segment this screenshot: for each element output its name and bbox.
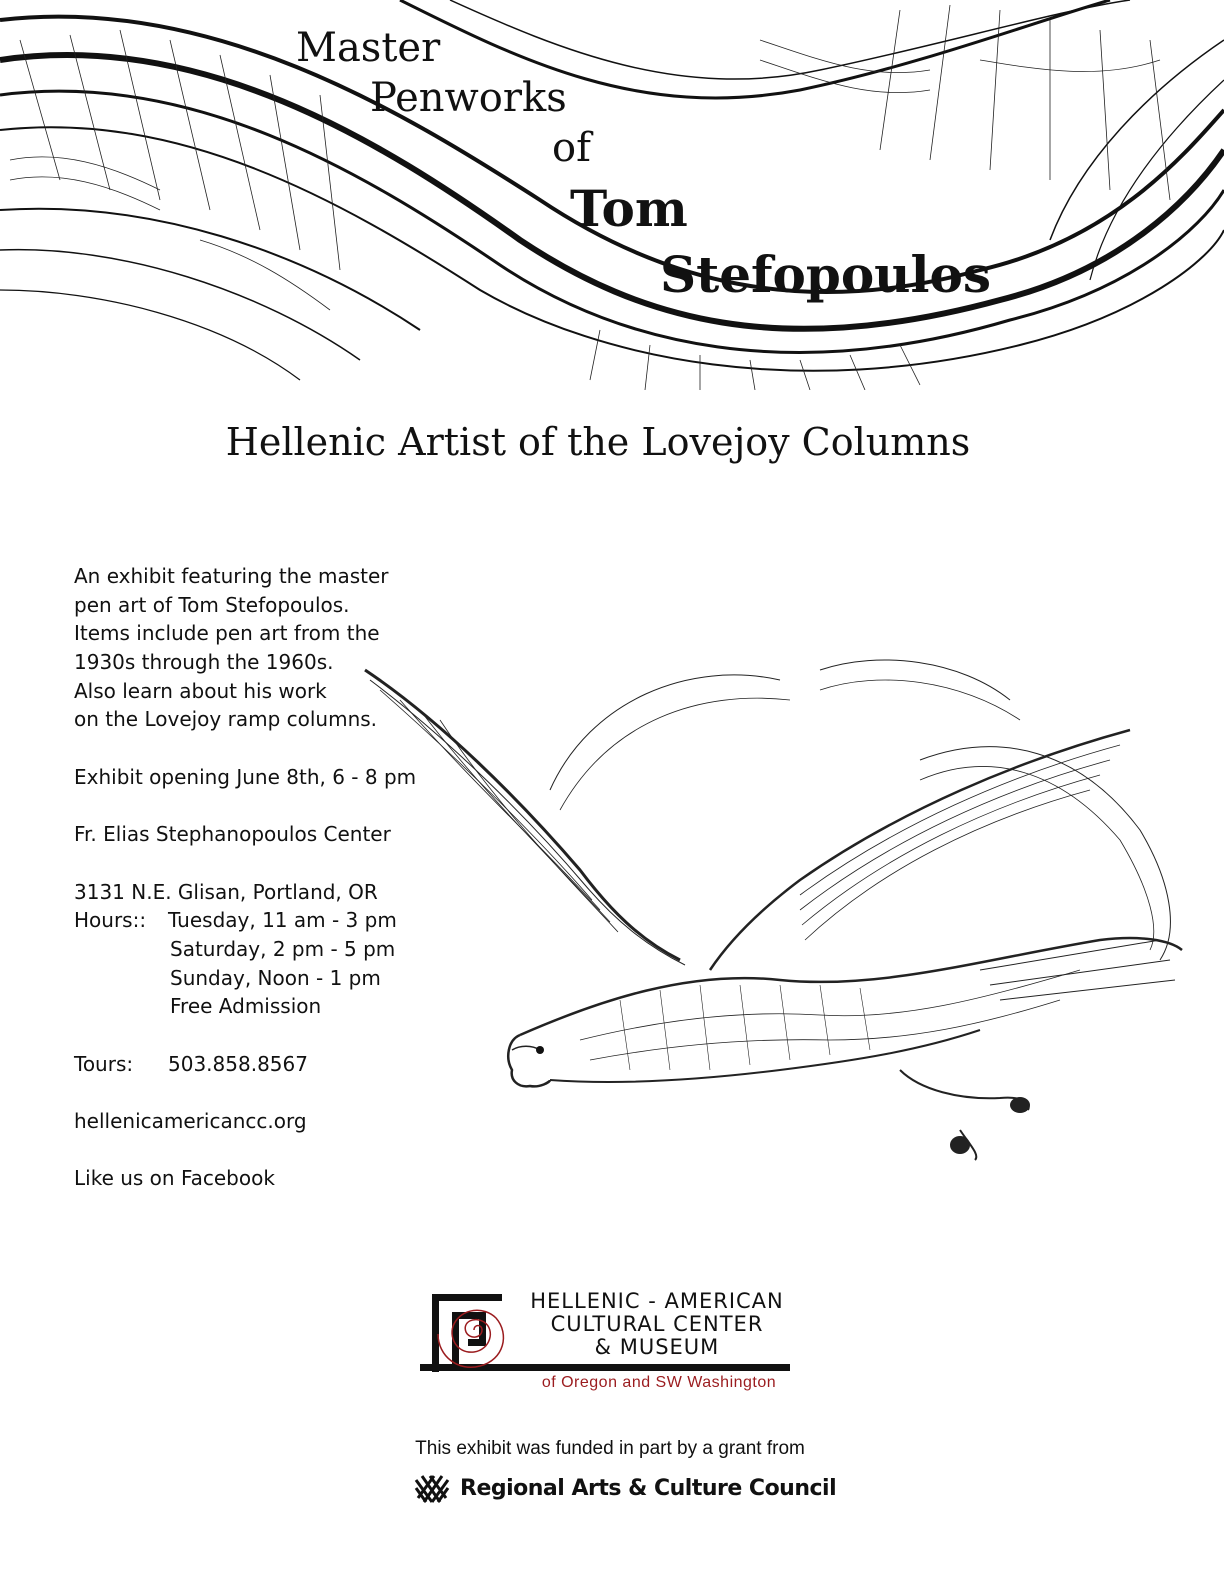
title-line-master: Master (296, 25, 441, 71)
venue-address: 3131 N.E. Glisan, Portland, OR (74, 879, 378, 904)
hours-line: Sunday, Noon - 1 pm (170, 965, 381, 990)
sponsor-logo (412, 1470, 837, 1512)
racc-weave-logo-icon (412, 1472, 452, 1508)
logo-line: HELLENIC - AMERICAN (530, 1289, 784, 1313)
logo-line: CULTURAL CENTER (550, 1312, 764, 1336)
intro-line: Items include pen art from the (74, 621, 380, 646)
tours-label: Tours: (74, 1051, 134, 1076)
admission-info: Free Admission (170, 994, 322, 1019)
logo-line: & MUSEUM (594, 1335, 720, 1359)
opening-info: Exhibit opening June 8th, 6 - 8 pm (74, 764, 417, 789)
intro-line: on the Lovejoy ramp columns. (74, 707, 378, 732)
intro-line: Also learn about his work (74, 678, 327, 703)
intro-line: pen art of Tom Stefopoulos. (74, 592, 350, 617)
hours-line: Tuesday, 11 am - 3 pm (168, 908, 397, 933)
intro-line: 1930s through the 1960s. (74, 650, 334, 675)
venue-name: Fr. Elias Stephanopoulos Center (74, 822, 391, 847)
museum-logo-text (512, 1290, 802, 1359)
title-line-of: of (552, 125, 591, 171)
title-line-last-name: Stefopoulos (660, 245, 992, 304)
facebook-text: Like us on Facebook (74, 1166, 275, 1191)
intro-line: An exhibit featuring the master (74, 564, 389, 588)
funding-credit: This exhibit was funded in part by a grant from (415, 1438, 805, 1459)
title-line-penworks: Penworks (370, 75, 567, 121)
website-url: hellenicamericancc.org (74, 1109, 307, 1134)
penwork-eagle-illustration (360, 640, 1190, 1170)
hours-line: Saturday, 2 pm - 5 pm (170, 936, 396, 961)
title-line-first-name: Tom (570, 179, 688, 238)
page-subtitle: Hellenic Artist of the Lovejoy Columns (225, 420, 971, 464)
sponsor-name: Regional Arts & Culture Council (460, 1476, 837, 1501)
hours-label: Hours:: (74, 908, 147, 933)
logo-region-text: of Oregon and SW Washington (541, 1374, 777, 1391)
tours-phone: 503.858.8567 (168, 1051, 308, 1076)
